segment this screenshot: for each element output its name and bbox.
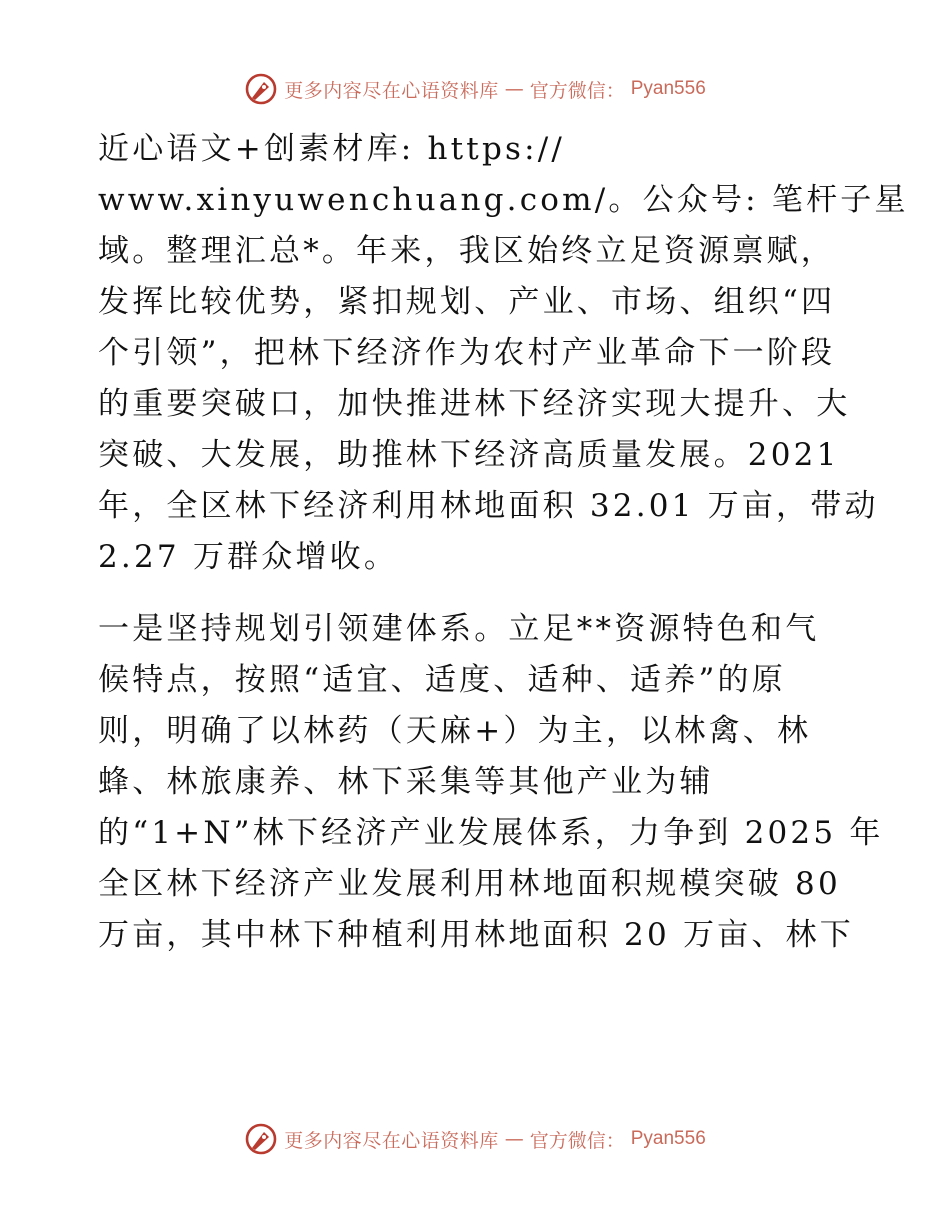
text-line: 个引领”，把林下经济作为农村产业革命下一阶段 [98, 335, 836, 371]
watermark-separator: — [504, 78, 524, 100]
text-line: 候特点，按照“适宜、适度、适种、适养”的原 [98, 662, 786, 698]
text-line: 年，全区林下经济利用林地面积 32.01 万亩，带动 [98, 488, 879, 524]
watermark-account: Pyan556 [630, 78, 706, 99]
text-line: www.xinyuwenchuang.com/。公众号: 笔杆子星 [98, 182, 909, 218]
text-line: 突破、大发展，助推林下经济高质量发展。2021 [98, 437, 840, 473]
text-line: 域。整理汇总*。年来，我区始终立足资源禀赋， [98, 233, 835, 269]
text-line: 则，明确了以林药（天麻+）为主，以林禽、林 [98, 713, 812, 749]
pen-nib-logo-icon [244, 1122, 278, 1156]
footer-watermark [0, 1122, 950, 1156]
text-line: 全区林下经济产业发展利用林地面积规模突破 80 [98, 866, 841, 902]
text-line: 的重要突破口，加快推进林下经济实现大提升、大 [98, 386, 851, 422]
watermark-separator: — [504, 1128, 524, 1150]
text-line: 近心语文+创素材库: https:// [98, 131, 566, 167]
watermark-text: 更多内容尽在心语资料库 [284, 79, 499, 102]
text-line: 发挥比较优势，紧扣规划、产业、市场、组织“四 [98, 284, 836, 320]
watermark-official-label: 官方微信： [529, 79, 625, 102]
text-line: 的“1+N”林下经济产业发展体系，力争到 2025 年 [98, 815, 884, 851]
pen-nib-logo-icon [244, 72, 278, 106]
watermark-account: Pyan556 [630, 1128, 706, 1149]
watermark-official-label: 官方微信： [529, 1129, 625, 1152]
text-line: 蜂、林旅康养、林下采集等其他产业为辅 [98, 764, 714, 800]
watermark-text: 更多内容尽在心语资料库 [284, 1129, 499, 1152]
paragraph-intro [98, 124, 909, 583]
text-line: 万亩，其中林下种植利用林地面积 20 万亩、林下 [98, 917, 854, 953]
text-line: 2.27 万群众增收。 [98, 539, 399, 575]
text-line: 一是坚持规划引领建体系。立足**资源特色和气 [98, 611, 820, 647]
header-watermark [0, 72, 950, 106]
document-body [98, 124, 909, 961]
paragraph-planning [98, 604, 884, 961]
